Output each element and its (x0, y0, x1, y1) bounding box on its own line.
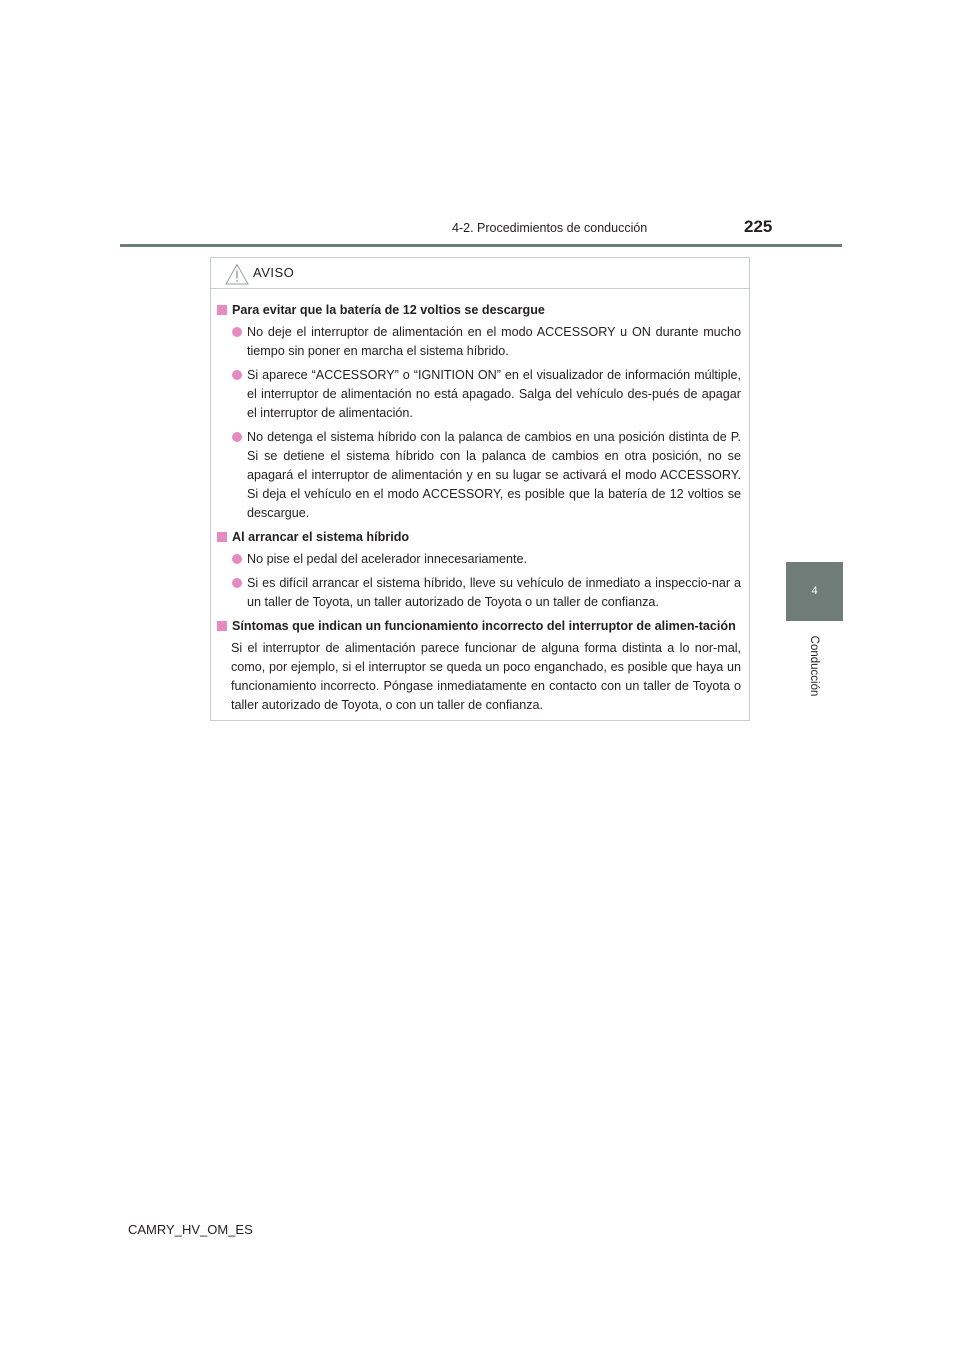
list-item: Si aparece “ACCESSORY” o “IGNITION ON” en el visualizador de información múltiple, el interruptor de alimentación no está apagado. Salga del vehículo des-pués de apagar el interruptor de alimentación. (217, 366, 741, 423)
section-title: Síntomas que indican un funcionamiento incorrecto del interruptor de alimen-tación (217, 617, 741, 636)
chapter-tab: 4 (786, 562, 843, 621)
square-bullet-icon (217, 621, 227, 631)
square-bullet-icon (217, 305, 227, 315)
document-code: CAMRY_HV_OM_ES (128, 1222, 253, 1237)
circle-bullet-icon (232, 370, 242, 380)
circle-bullet-icon (232, 327, 242, 337)
square-bullet-icon (217, 532, 227, 542)
header-rule (120, 244, 842, 247)
page-number: 225 (744, 217, 773, 236)
circle-bullet-icon (232, 432, 242, 442)
list-item: No pise el pedal del acelerador innecesariamente. (217, 550, 741, 569)
warning-box (210, 257, 750, 721)
section-title: Al arrancar el sistema híbrido (217, 528, 741, 547)
circle-bullet-icon (232, 578, 242, 588)
header-section-title: 4-2. Procedimientos de conducción (452, 221, 648, 235)
circle-bullet-icon (232, 554, 242, 564)
list-item: No detenga el sistema híbrido con la palanca de cambios en una posición distinta de P. Si se detiene el sistema híbrido con la palanca de cambios en otra posición, no se apagará el interruptor de alimentación y en su lugar se activará el modo ACCESSORY. Si deja el vehículo en el modo ACCESSORY, es posible que la batería de 12 voltios se descargue. (217, 428, 741, 523)
warning-header (211, 258, 749, 289)
list-item: Si es difícil arrancar el sistema híbrido, lleve su vehículo de inmediato a inspeccio-nar a un taller de Toyota, un taller autorizado de Toyota o un taller de confianza. (217, 574, 741, 612)
paragraph: Si el interruptor de alimentación parece funcionar de alguna forma distinta a lo nor-mal, como, por ejemplo, si el interruptor se queda un poco enganchado, es posible que haya un funcionamiento incorrecto. Póngase inmediatamente en contacto con un taller de Toyota o taller autorizado de Toyota, o con un taller de confianza. (231, 641, 741, 712)
chapter-label: Conducción (808, 635, 820, 697)
warning-body (211, 289, 749, 715)
list-item: No deje el interruptor de alimentación en el modo ACCESSORY u ON durante mucho tiempo sin poner en marcha el sistema híbrido. (217, 323, 741, 361)
warning-title: AVISO (253, 265, 295, 280)
section-title: Para evitar que la batería de 12 voltios se descargue (217, 301, 741, 320)
warning-triangle-icon (225, 263, 249, 285)
